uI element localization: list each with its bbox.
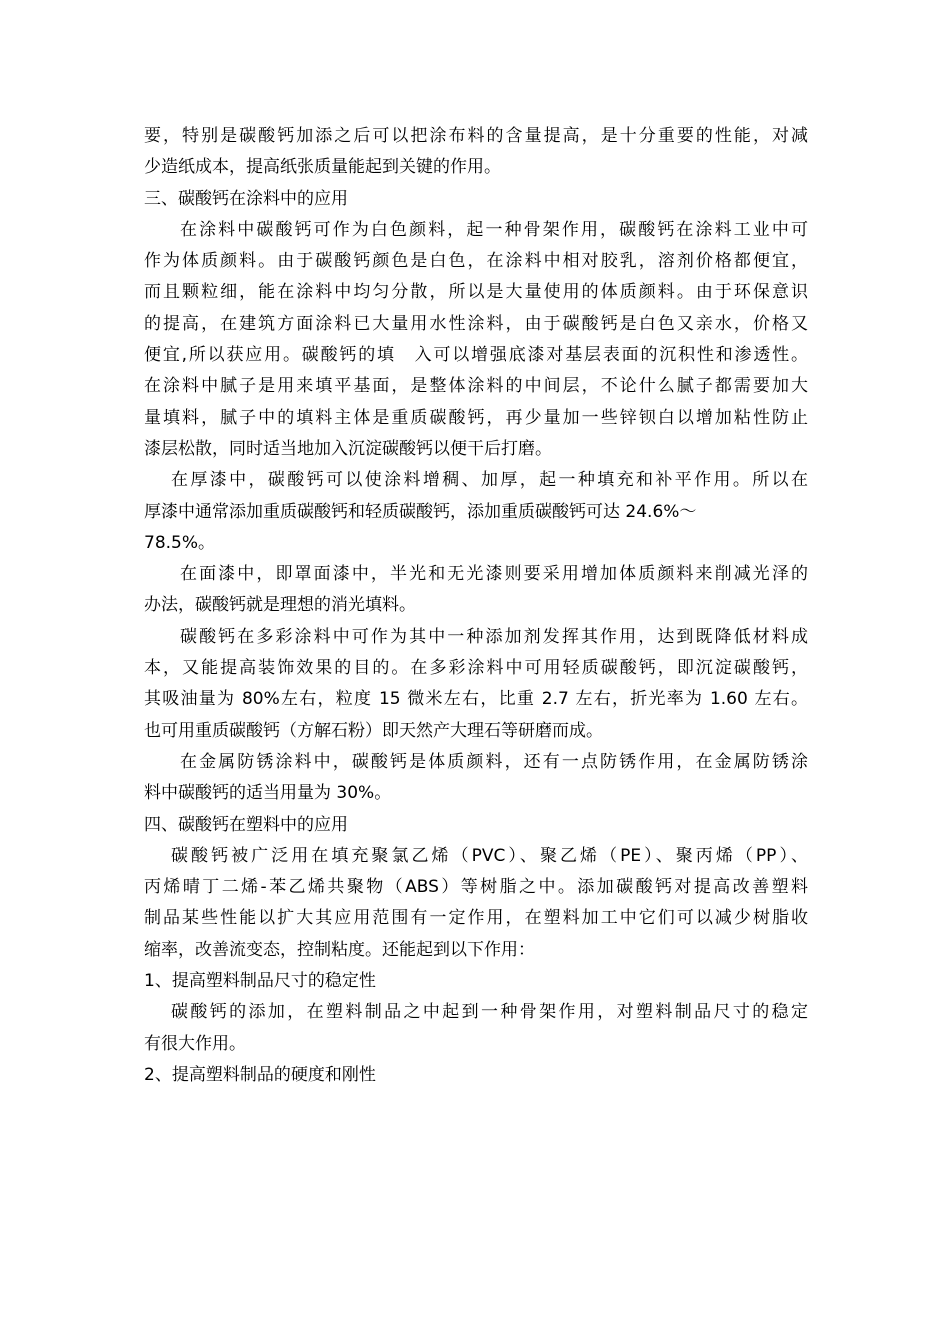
text-line: 料中碳酸钙的适当用量为 30%。 — [144, 783, 392, 804]
text-line: 便宜,所以获应用。碳酸钙的填 入可以增强底漆对基层表面的沉积性和渗透性。 — [144, 345, 808, 366]
text-line: 丙烯晴丁二烯-苯乙烯共聚物（ABS）等树脂之中。添加碳酸钙对提高改善塑料 — [144, 877, 808, 898]
text-line: 而且颗粒细，能在涂料中均匀分散，所以是大量使用的体质颜料。由于环保意识 — [144, 282, 808, 303]
text-line: 少造纸成本，提高纸张质量能起到关键的作用。 — [144, 157, 501, 178]
text-line: 三、碳酸钙在涂料中的应用 — [144, 188, 348, 209]
text-line: 有很大作用。 — [144, 1033, 246, 1054]
text-line: 漆层松散，同时适当地加入沉淀碳酸钙以便干后打磨。 — [144, 438, 552, 459]
text-line: 在涂料中腻子是用来填平基面，是整体涂料的中间层，不论什么腻子都需要加大 — [144, 376, 808, 397]
text-line: 要，特别是碳酸钙加添之后可以把涂布料的含量提高，是十分重要的性能，对减 — [144, 126, 808, 146]
text-line: 1、提高塑料制品尺寸的稳定性 — [144, 971, 376, 992]
text-line: 量填料，腻子中的填料主体是重质碳酸钙，再少量加一些锌钡白以增加粘性防止 — [144, 407, 808, 428]
text-line: 在金属防锈涂料中，碳酸钙是体质颜料，还有一点防锈作用，在金属防锈涂 — [180, 751, 808, 772]
text-line: 厚漆中通常添加重质碳酸钙和轻质碳酸钙，添加重质碳酸钙可达 24.6%～ — [144, 501, 697, 522]
text-line: 碳酸钙在多彩涂料中可作为其中一种添加剂发挥其作用，达到既降低材料成 — [180, 626, 808, 647]
text-line: 2、提高塑料制品的硬度和刚性 — [144, 1064, 376, 1085]
text-line: 其吸油量为 80%左右，粒度 15 微米左右，比重 2.7 左右，折光率为 1.60 左右。 — [144, 689, 808, 710]
text-line: 四、碳酸钙在塑料中的应用 — [144, 814, 348, 835]
body-text — [144, 121, 808, 1091]
text-line: 制品某些性能以扩大其应用范围有一定作用，在塑料加工中它们可以减少树脂收 — [144, 908, 808, 929]
text-line: 78.5%。 — [144, 532, 216, 553]
text-line: 办法，碳酸钙就是理想的消光填料。 — [144, 595, 416, 616]
text-line: 在厚漆中，碳酸钙可以使涂料增稠、加厚，起一种填充和补平作用。所以在 — [171, 470, 808, 491]
text-line: 作为体质颜料。由于碳酸钙颜色是白色，在涂料中相对胶乳，溶剂价格都便宜， — [144, 251, 808, 272]
text-line: 碳酸钙被广泛用在填充聚氯乙烯（PVC）、聚乙烯（PE）、聚丙烯（PP）、 — [171, 845, 808, 866]
text-line: 也可用重质碳酸钙（方解石粉）即天然产大理石等研磨而成。 — [144, 720, 603, 741]
text-line: 碳酸钙的添加，在塑料制品之中起到一种骨架作用，对塑料制品尺寸的稳定 — [171, 1002, 808, 1023]
text-line: 本，又能提高装饰效果的目的。在多彩涂料中可用轻质碳酸钙，即沉淀碳酸钙， — [144, 658, 808, 679]
text-line: 在面漆中，即罩面漆中，半光和无光漆则要采用增加体质颜料来削减光泽的 — [180, 564, 808, 585]
text-line: 的提高，在建筑方面涂料已大量用水性涂料，由于碳酸钙是白色又亲水，价格又 — [144, 313, 808, 334]
text-line: 缩率，改善流变态，控制粘度。还能起到以下作用： — [144, 939, 535, 960]
text-line: 在涂料中碳酸钙可作为白色颜料，起一种骨架作用，碳酸钙在涂料工业中可 — [180, 219, 808, 240]
